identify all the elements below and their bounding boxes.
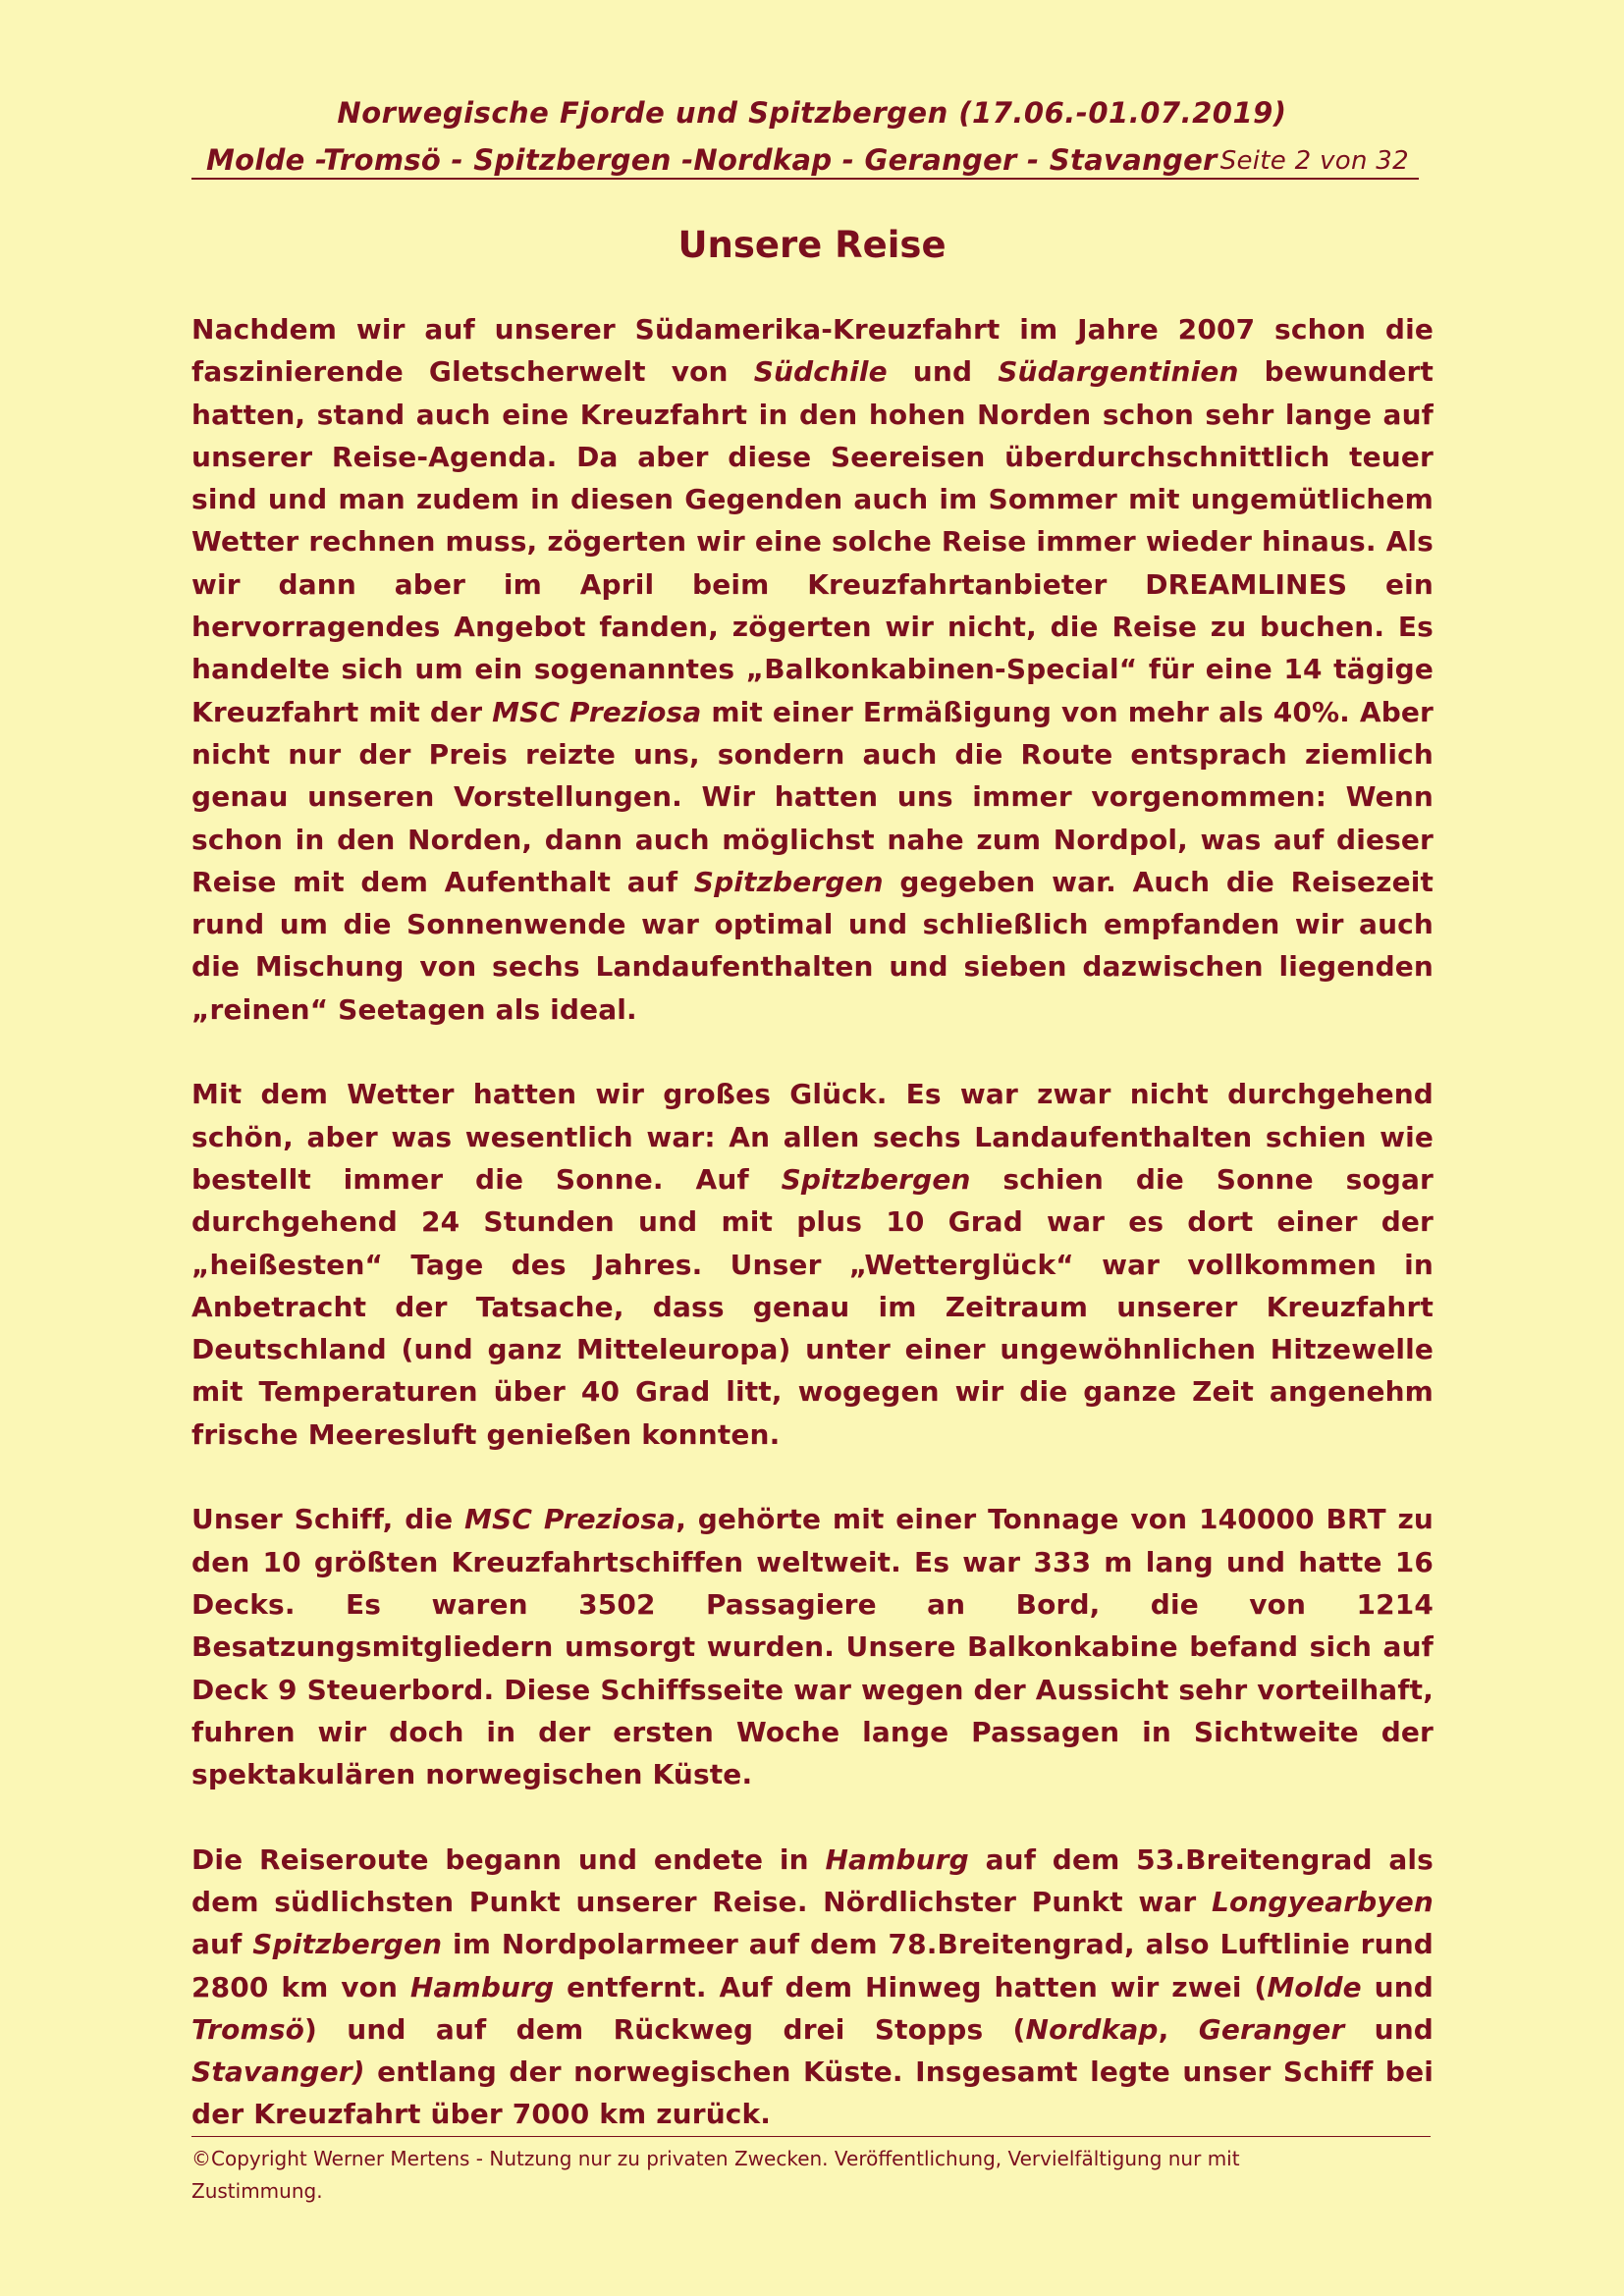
page-number: Seite 2 von 32	[1219, 146, 1409, 176]
italic-text: Spitzbergen	[781, 1162, 971, 1196]
italic-text: Stavanger)	[191, 2056, 365, 2089]
paragraph-text: entlang der norwegischen Küste. Insgesamt legte unser Schiff bei der Kreuzfahrt über 7000 km zurück.	[191, 2056, 1434, 2131]
header-route-line	[191, 143, 1419, 180]
paragraph-text: mit einer Ermäßigung von mehr als 40%. Aber nicht nur der Preis reizte uns, sondern auch die Route entsprach ziemlich genau unseren Vorstellungen. Wir hatten uns immer vorgenommen: Wenn schon in den Norden, dann auch möglichst nahe zum Nordpol, was auf dieser Reise mit dem Aufenthalt auf	[191, 695, 1434, 898]
paragraph-text: im Nordpolarmeer auf dem 78.Breitengrad, also Luftlinie rund 2800 km von	[191, 1928, 1434, 2003]
italic-text: Hamburg	[409, 1970, 555, 2003]
italic-text: Spitzbergen	[252, 1928, 443, 1961]
body-paragraph	[191, 1498, 1434, 1795]
paragraph-text: und	[887, 355, 999, 389]
body-paragraph	[191, 1839, 1434, 2136]
italic-text: Geranger	[1198, 2012, 1345, 2046]
paragraph-text: ) und auf dem Rückweg drei Stopps (	[304, 2012, 1026, 2046]
header-title: Norwegische Fjorde und Spitzbergen (17.06.-01.07.2019)	[337, 96, 1287, 130]
header-route: Molde -Tromsö - Spitzbergen -Nordkap - Geranger - Stavanger	[206, 143, 1218, 177]
paragraph-text: ,	[1158, 2012, 1199, 2046]
italic-text: Molde	[1267, 1970, 1362, 2003]
footer-divider	[191, 2136, 1431, 2137]
footer-copyright: ©Copyright Werner Mertens - Nutzung nur zu privaten Zwecken. Veröffentlichung, Vervielfältigung nur mit Zustimmung.	[191, 2147, 1240, 2203]
paragraph-text: Nachdem wir auf unserer Südamerika-Kreuzfahrt im Jahre 2007 schon die faszinierende Gletscherwelt von	[191, 313, 1434, 389]
italic-text: Südargentinien	[998, 355, 1239, 389]
body-paragraph	[191, 1073, 1434, 1456]
italic-text: Nordkap	[1025, 2012, 1159, 2046]
italic-text: MSC Preziosa	[464, 1503, 677, 1536]
paragraph-text: Die Reiseroute begann und endete in	[191, 1842, 826, 1876]
paragraph-text: bewundert hatten, stand auch eine Kreuzfahrt in den hohen Norden schon sehr lange auf unserer Reise-Agenda. Da aber diese Seereisen überdurchschnittlich teuer sind und man zudem in diesen Gegenden auch im Sommer mit ungemütlichem Wetter rechnen muss, zögerten wir eine solche Reise immer wieder hinaus. Als wir dann aber im April beim Kreuzfahrtanbieter DREAMLINES ein hervorragendes Angebot fanden, zögerten wir nicht, die Reise zu buchen. Es handelte sich um ein sogenanntes „Balkonkabinen-Special“ für eine 14 tägige Kreuzfahrt mit der	[191, 355, 1434, 728]
body-paragraph	[191, 308, 1434, 1031]
paragraph-text: auf	[191, 1928, 253, 1961]
paragraph-text: , gehörte mit einer Tonnage von 140000 BRT zu den 10 größten Kreuzfahrtschiffen weltweit. Es war 333 m lang und hatte 16 Decks. Es waren 3502 Passagiere an Bord, die von 1214 Besatzungsmitgliedern umsorgt wurden. Unsere Balkonkabine befand sich auf Deck 9 Steuerbord. Diese Schiffsseite war wegen der Aussicht sehr vorteilhaft, fuhren wir doch in der ersten Woche lange Passagen in Sichtweite der spektakulären norwegischen Küste.	[191, 1503, 1434, 1791]
paragraph-text: auf dem 53.Breitengrad als dem südlichsten Punkt unserer Reise. Nördlichster Punkt war	[191, 1842, 1435, 1918]
italic-text: Tromsö	[191, 2012, 305, 2046]
paragraph-text: Mit dem Wetter hatten wir großes Glück. Es war zwar nicht durchgehend schön, aber was wesentlich war: An allen sechs Landaufenthalten schien wie bestellt immer die Sonne. Auf	[191, 1078, 1434, 1196]
paragraph-text: entfernt. Auf dem Hinweg hatten wir zwei (	[554, 1970, 1268, 2003]
document-body	[191, 308, 1434, 2178]
italic-text: Longyearbyen	[1211, 1885, 1434, 1918]
italic-text: MSC Preziosa	[492, 695, 702, 728]
italic-text: Hamburg	[825, 1842, 969, 1876]
page-heading: Unsere Reise	[677, 224, 947, 266]
italic-text: Spitzbergen	[693, 865, 884, 898]
paragraph-text: gegeben war. Auch die Reisezeit rund um die Sonnenwende war optimal und schließlich empfanden wir auch die Mischung von sechs Landaufenthalten und sieben dazwischen liegenden „reinen“ Seetagen als ideal.	[191, 865, 1434, 1026]
paragraph-text: und	[1344, 2012, 1434, 2046]
paragraph-text: schien die Sonne sogar durchgehend 24 Stunden und mit plus 10 Grad war es dort einer der „heißesten“ Tage des Jahres. Unser „Wetterglück“ war vollkommen in Anbetracht der Tatsache, dass genau im Zeitraum unserer Kreuzfahrt Deutschland (und ganz Mitteleuropa) unter einer ungewöhnlichen Hitzewelle mit Temperaturen über 40 Grad litt, wogegen wir die ganze Zeit angenehm frische Meeresluft genießen konnten.	[191, 1162, 1434, 1451]
italic-text: Südchile	[753, 355, 888, 389]
paragraph-text: Unser Schiff, die	[191, 1503, 465, 1536]
paragraph-text: und	[1361, 1970, 1434, 2003]
